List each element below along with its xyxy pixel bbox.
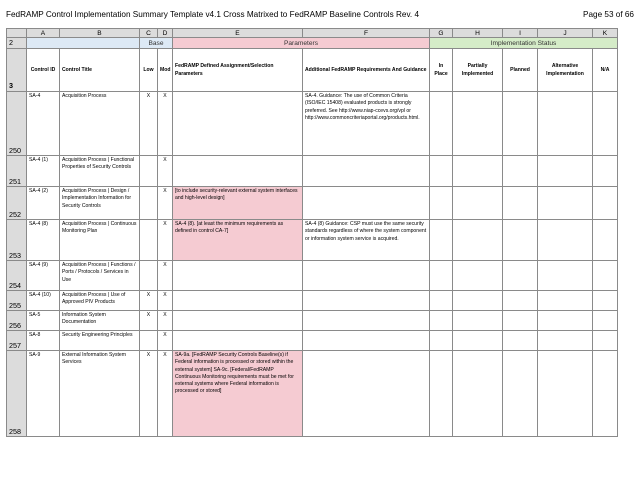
control-id: SA-4 (8) <box>27 220 60 261</box>
mod-mark: X <box>158 156 173 187</box>
table-row <box>7 291 618 311</box>
partially-implemented-cell <box>453 92 503 156</box>
alternative-implementation-cell <box>538 261 593 291</box>
additional-guidance <box>303 156 430 187</box>
page-number: Page 53 of 66 <box>583 10 634 19</box>
mod-mark: X <box>158 331 173 351</box>
column-letter-row <box>7 29 618 38</box>
additional-guidance <box>303 261 430 291</box>
control-id: SA-4 (2) <box>27 187 60 220</box>
planned-cell <box>503 311 538 331</box>
additional-guidance <box>303 351 430 437</box>
alternative-implementation-cell <box>538 351 593 437</box>
header-alternative-implementation: Alternative Implementation <box>538 49 593 92</box>
header-partially-implemented: Partially Implemented <box>453 49 503 92</box>
alternative-implementation-cell <box>538 311 593 331</box>
control-matrix-table <box>6 28 618 437</box>
row-number: 252 <box>7 187 27 220</box>
control-title: Acquisition Process | Use of Approved PIV Products <box>60 291 140 311</box>
control-title: Acquisition Process | Continuous Monitoring Plan <box>60 220 140 261</box>
additional-guidance: SA-4 (8) Guidance: CSP must use the same security standards regardless of where the system component or information system service is acquired. <box>303 220 430 261</box>
column-letter: C <box>140 29 158 38</box>
low-mark: X <box>140 291 158 311</box>
row-number: 251 <box>7 156 27 187</box>
in-place-cell <box>430 331 453 351</box>
mod-mark: X <box>158 92 173 156</box>
additional-guidance <box>303 187 430 220</box>
group-implementation-status: Implementation Status <box>430 38 618 49</box>
group-base: Base <box>140 38 173 49</box>
low-mark <box>140 220 158 261</box>
table-row <box>7 220 618 261</box>
in-place-cell <box>430 261 453 291</box>
control-id: SA-5 <box>27 311 60 331</box>
control-title: External Information System Services <box>60 351 140 437</box>
mod-mark: X <box>158 220 173 261</box>
alternative-implementation-cell <box>538 220 593 261</box>
in-place-cell <box>430 187 453 220</box>
partially-implemented-cell <box>453 187 503 220</box>
low-mark <box>140 261 158 291</box>
header-mod: Mod <box>158 49 173 92</box>
control-title: Acquisition Process <box>60 92 140 156</box>
table-row <box>7 156 618 187</box>
alternative-implementation-cell <box>538 187 593 220</box>
row-number: 253 <box>7 220 27 261</box>
column-letter: I <box>503 29 538 38</box>
low-mark: X <box>140 351 158 437</box>
table-header-row <box>7 49 618 92</box>
na-cell <box>593 187 618 220</box>
partially-implemented-cell <box>453 311 503 331</box>
table-row <box>7 331 618 351</box>
control-id: SA-4 (9) <box>27 261 60 291</box>
planned-cell <box>503 92 538 156</box>
mod-mark: X <box>158 311 173 331</box>
na-cell <box>593 291 618 311</box>
row-number: 256 <box>7 311 27 331</box>
row-number: 254 <box>7 261 27 291</box>
table-row <box>7 311 618 331</box>
in-place-cell <box>430 220 453 261</box>
table-row <box>7 261 618 291</box>
low-mark <box>140 187 158 220</box>
partially-implemented-cell <box>453 351 503 437</box>
partially-implemented-cell <box>453 220 503 261</box>
fedramp-parameters <box>173 291 303 311</box>
low-mark: X <box>140 92 158 156</box>
control-id: SA-4 (10) <box>27 291 60 311</box>
column-letter: B <box>60 29 140 38</box>
partially-implemented-cell <box>453 331 503 351</box>
alternative-implementation-cell <box>538 156 593 187</box>
fedramp-parameters <box>173 156 303 187</box>
fedramp-parameters: [to include security-relevant external system interfaces and high-level design] <box>173 187 303 220</box>
in-place-cell <box>430 311 453 331</box>
group-blank <box>27 38 140 49</box>
row-number: 258 <box>7 351 27 437</box>
header-na: N/A <box>593 49 618 92</box>
fedramp-parameters: SA-9a. [FedRAMP Security Controls Baseline(s) if Federal information is processed or stored within the external system] SA-9c. [Federal/FedRAMP Continuous Monitoring requirements must be met for external systems where Federal information is processed or stored] <box>173 351 303 437</box>
additional-guidance <box>303 311 430 331</box>
table-row <box>7 351 618 437</box>
planned-cell <box>503 331 538 351</box>
control-title: Acquisition Process | Functions / Ports / Protocols / Services in Use <box>60 261 140 291</box>
alternative-implementation-cell <box>538 291 593 311</box>
header-fedramp-parameters: FedRAMP Defined Assignment/Selection Parameters <box>173 49 303 92</box>
planned-cell <box>503 220 538 261</box>
corner-cell <box>7 29 27 38</box>
mod-mark: X <box>158 261 173 291</box>
column-letter: J <box>538 29 593 38</box>
fedramp-parameters <box>173 331 303 351</box>
control-title: Information System Documentation <box>60 311 140 331</box>
control-title: Acquisition Process | Design / Implementation Information for Security Controls <box>60 187 140 220</box>
in-place-cell <box>430 291 453 311</box>
low-mark: X <box>140 311 158 331</box>
header-additional-requirements: Additional FedRAMP Requirements And Guidance <box>303 49 430 92</box>
additional-guidance <box>303 291 430 311</box>
row-number: 255 <box>7 291 27 311</box>
mod-mark: X <box>158 351 173 437</box>
group-header-row <box>7 38 618 49</box>
na-cell <box>593 92 618 156</box>
fedramp-parameters <box>173 311 303 331</box>
column-letter: G <box>430 29 453 38</box>
additional-guidance: SA-4. Guidance: The use of Common Criteria (ISO/IEC 15408) evaluated products is strongly preferred. See http://www.niap-ccevs.org/vpl or http://www.commoncriteriaportal.org/products.html. <box>303 92 430 156</box>
fedramp-parameters: SA-4 (8). [at least the minimum requirements as defined in control CA-7] <box>173 220 303 261</box>
control-id: SA-4 <box>27 92 60 156</box>
low-mark <box>140 156 158 187</box>
control-id: SA-8 <box>27 331 60 351</box>
column-letter: H <box>453 29 503 38</box>
na-cell <box>593 220 618 261</box>
planned-cell <box>503 261 538 291</box>
document-title: FedRAMP Control Implementation Summary Template v4.1 Cross Matrixed to FedRAMP Baseline Controls Rev. 4 <box>6 10 420 19</box>
mod-mark: X <box>158 187 173 220</box>
na-cell <box>593 261 618 291</box>
na-cell <box>593 156 618 187</box>
column-letter: D <box>158 29 173 38</box>
fedramp-parameters <box>173 261 303 291</box>
row-number: 257 <box>7 331 27 351</box>
in-place-cell <box>430 156 453 187</box>
na-cell <box>593 311 618 331</box>
group-parameters: Parameters <box>173 38 430 49</box>
control-id: SA-4 (1) <box>27 156 60 187</box>
row-number: 2 <box>7 38 27 49</box>
column-letter: A <box>27 29 60 38</box>
in-place-cell <box>430 92 453 156</box>
planned-cell <box>503 156 538 187</box>
partially-implemented-cell <box>453 291 503 311</box>
additional-guidance <box>303 331 430 351</box>
in-place-cell <box>430 351 453 437</box>
na-cell <box>593 331 618 351</box>
column-letter: K <box>593 29 618 38</box>
partially-implemented-cell <box>453 261 503 291</box>
column-letter: E <box>173 29 303 38</box>
table-row <box>7 187 618 220</box>
header-control-id: Control ID <box>27 49 60 92</box>
table-row <box>7 92 618 156</box>
planned-cell <box>503 351 538 437</box>
planned-cell <box>503 187 538 220</box>
header-planned: Planned <box>503 49 538 92</box>
row-number: 250 <box>7 92 27 156</box>
row-number: 3 <box>7 49 27 92</box>
mod-mark: X <box>158 291 173 311</box>
header-control-title: Control Title <box>60 49 140 92</box>
column-letter: F <box>303 29 430 38</box>
header-in-place: In Place <box>430 49 453 92</box>
planned-cell <box>503 291 538 311</box>
alternative-implementation-cell <box>538 92 593 156</box>
na-cell <box>593 351 618 437</box>
low-mark <box>140 331 158 351</box>
page-header <box>6 2 634 24</box>
control-title: Acquisition Process | Functional Properties of Security Controls <box>60 156 140 187</box>
alternative-implementation-cell <box>538 331 593 351</box>
partially-implemented-cell <box>453 156 503 187</box>
header-low: Low <box>140 49 158 92</box>
fedramp-parameters <box>173 92 303 156</box>
control-id: SA-9 <box>27 351 60 437</box>
control-title: Security Engineering Principles <box>60 331 140 351</box>
